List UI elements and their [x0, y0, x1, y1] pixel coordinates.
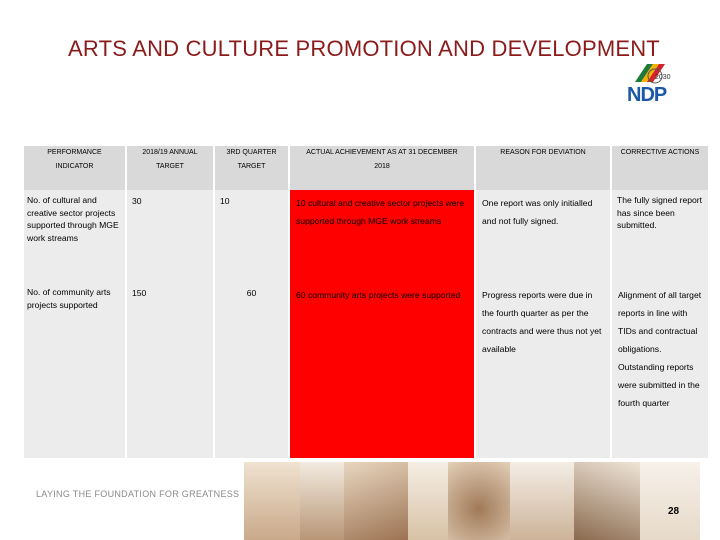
header-annual-target: 2018/19 ANNUAL TARGET	[127, 146, 213, 190]
photo-2	[300, 462, 344, 540]
page-number: 28	[668, 506, 680, 517]
header-actual-achievement: ACTUAL ACHIEVEMENT AS AT 31 DECEMBER 2018	[290, 146, 474, 190]
page-title: ARTS AND CULTURE PROMOTION AND DEVELOPMENT	[68, 36, 660, 61]
photo-8	[640, 462, 700, 540]
table-header-row	[24, 146, 708, 190]
cell-corrective: Alignment of all target reports in line with TIDs and contractual obligations. Outstanding reports were submitted in the fourth quarter	[612, 282, 708, 458]
cell-annual-target: 150	[127, 282, 213, 458]
performance-table	[22, 146, 710, 458]
photo-4	[408, 462, 448, 540]
cell-corrective: The fully signed report has since been submitted.	[612, 190, 708, 282]
header-indicator: PERFORMANCE INDICATOR	[24, 146, 125, 190]
table-row	[24, 190, 708, 282]
cell-reason: Progress reports were due in the fourth quarter as per the contracts and were thus not yet available	[476, 282, 610, 458]
photo-6	[510, 462, 574, 540]
cell-reason: One report was only initialled and not fully signed.	[476, 190, 610, 282]
footer-photo-strip	[244, 462, 700, 540]
photo-1	[244, 462, 300, 540]
photo-7	[574, 462, 640, 540]
header-corrective: CORRECTIVE ACTIONS	[612, 146, 708, 190]
logo-year: 2030	[655, 74, 671, 81]
cell-actual-achievement: 60 community arts projects were supported	[290, 282, 474, 458]
ndp-logo	[627, 60, 679, 112]
header-q3-target: 3RD QUARTER TARGET	[215, 146, 288, 190]
cell-annual-target: 30	[127, 190, 213, 282]
cell-q3-target: 60	[215, 282, 288, 458]
photo-3	[344, 462, 408, 540]
photo-5	[448, 462, 510, 540]
footer-tagline: LAYING THE FOUNDATION FOR GREATNESS	[36, 489, 240, 499]
logo-text: NDP	[627, 84, 667, 106]
cell-q3-target: 10	[215, 190, 288, 282]
header-reason: REASON FOR DEVIATION	[476, 146, 610, 190]
cell-indicator: No. of community arts projects supported	[24, 282, 125, 458]
cell-actual-achievement: 10 cultural and creative sector projects were supported through MGE work streams	[290, 190, 474, 282]
table-row	[24, 282, 708, 458]
cell-indicator: No. of cultural and creative sector projects supported through MGE work streams	[24, 190, 125, 282]
